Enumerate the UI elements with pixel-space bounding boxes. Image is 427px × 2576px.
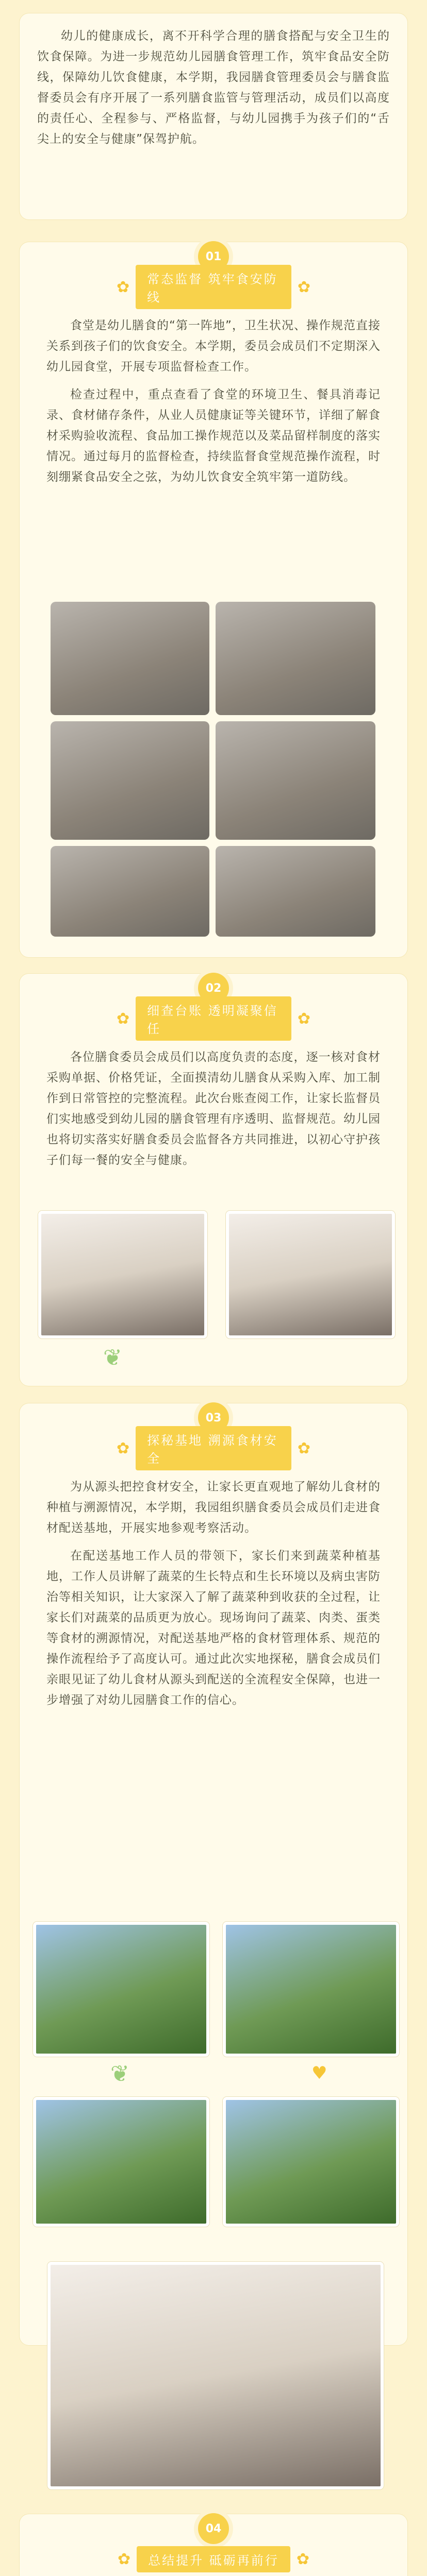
photo-kitchen-fridge [51,721,209,840]
section-body-1 [46,315,381,495]
photo-kitchen-staff [216,721,375,840]
section-number-2: 02 [198,973,229,1004]
section-number-3: 03 [198,1402,229,1433]
flower-icon: ✿ [297,278,310,296]
photo-conference-room [47,2262,384,2489]
flower-icon: ✿ [297,1009,310,1028]
flower-icon: ✿ [118,2550,131,2568]
section-3-paragraph-1: 为从源头把控食材安全，让家长更直观地了解幼儿食材的种植与溯源情况，本学期，我园组织膳食委员会成员们走进食材配送基地，开展实地参观考察活动。 [46,1480,381,1535]
photo-greenhouse-2 [223,2097,399,2227]
section-2-paragraph-1: 各位膳食委员会成员们以高度负责的态度，逐一核对食材采购单据、价格凭证，全面摸清幼儿膳食从采购入库、加工制作到日常管控的完整流程。此次台账查阅工作，让家长监督员们实地感受到幼儿园的膳食管理有序透明、监督规范。幼儿园也将切实落实好膳食委员会监督各方共同推进，以初心守护孩子们每一餐的安全与健康。 [46,1050,381,1167]
photo-kitchen-inspection [216,602,375,715]
section-body-3 [46,1477,381,1718]
section-title-label-2: 细查台账 透明凝聚信任 [136,996,291,1041]
flower-icon: ✿ [117,1009,130,1028]
photo-kitchen-cooking [51,846,209,937]
section-3-paragraph-2: 在配送基地工作人员的带领下，家长们来到蔬菜种植基地，工作人员讲解了蔬菜的生长特点和生长环境以及病虫害防治等相关知识，让大家深入了解了蔬菜种到收获的全过程，让家长们对蔬菜的品质更为放心。现场询问了蔬菜、肉类、蛋类等食材的溯源情况，对配送基地严格的食材管理体系、规范的操作流程给予了高度认可。通过此次实地探秘，膳食会成员们亲眼见证了幼儿食材从源头到配送的全流程安全保障，也进一步增强了对幼儿园膳食工作的信心。 [46,1549,381,1707]
section-title-label-1: 常态监督 筑牢食安防线 [136,265,291,309]
photo-base-visit-1 [33,1922,209,2057]
flower-icon: ✿ [296,2550,309,2568]
flower-icon: ✿ [297,1439,310,1458]
section-body-2 [46,1047,381,1178]
intro-card [20,13,407,219]
photo-greenhouse-1 [33,2097,209,2227]
photo-kitchen-checking [216,846,375,937]
section-number-4: 04 [198,2513,229,2544]
flower-icon: ✿ [117,278,130,296]
flower-icon: ✿ [117,1439,130,1458]
leaf-icon: ❦ [103,1345,122,1371]
photo-base-visit-2 [223,1922,399,2057]
section-title-2 [110,1004,317,1036]
section-title-label-4: 总结提升 砥砺再前行 [137,2546,290,2572]
section-1-paragraph-1: 食堂是幼儿膳食的“第一阵地”，卫生状况、操作规范直接关系到孩子们的饮食安全。本学期，委员会成员们不定期深入幼儿园食堂，开展专项监督检查工作。 [46,319,381,374]
leaf-icon: ❦ [110,2061,129,2087]
section-title-1 [110,272,317,304]
photo-ledger-meeting-1 [38,1211,207,1338]
photo-ledger-meeting-2 [226,1211,395,1338]
section-title-label-3: 探秘基地 溯源食材安全 [136,1426,291,1470]
section-title-4 [110,2546,317,2572]
intro-paragraph: 幼儿的健康成长，离不开科学合理的膳食搭配与安全卫生的饮食保障。为进一步规范幼儿园膳食管理工作，筑牢食品安全防线，保障幼儿饮食健康，本学期，我园膳食管理委员会与膳食监督委员会有序开展了一系列膳食监管与管理活动，成员们以高度的责任心、全程参与、严格监督，与幼儿园携手为孩子们的“舌尖上的安全与健康”保驾护航。 [37,29,390,146]
heart-icon: ♥ [311,2063,327,2083]
section-number-1: 01 [198,241,229,272]
section-1-paragraph-2: 检查过程中，重点查看了食堂的环境卫生、餐具消毒记录、食材储存条件，从业人员健康证等关键环节，详细了解食材采购验收流程、食品加工操作规范以及菜品留样制度的落实情况。通过每月的监督检查，持续监督食堂规范操作流程，时刻绷紧食品安全之弦，为幼儿饮食安全筑牢第一道防线。 [46,388,381,484]
section-title-3 [110,1433,317,1466]
photo-kitchen-storage [51,602,209,715]
